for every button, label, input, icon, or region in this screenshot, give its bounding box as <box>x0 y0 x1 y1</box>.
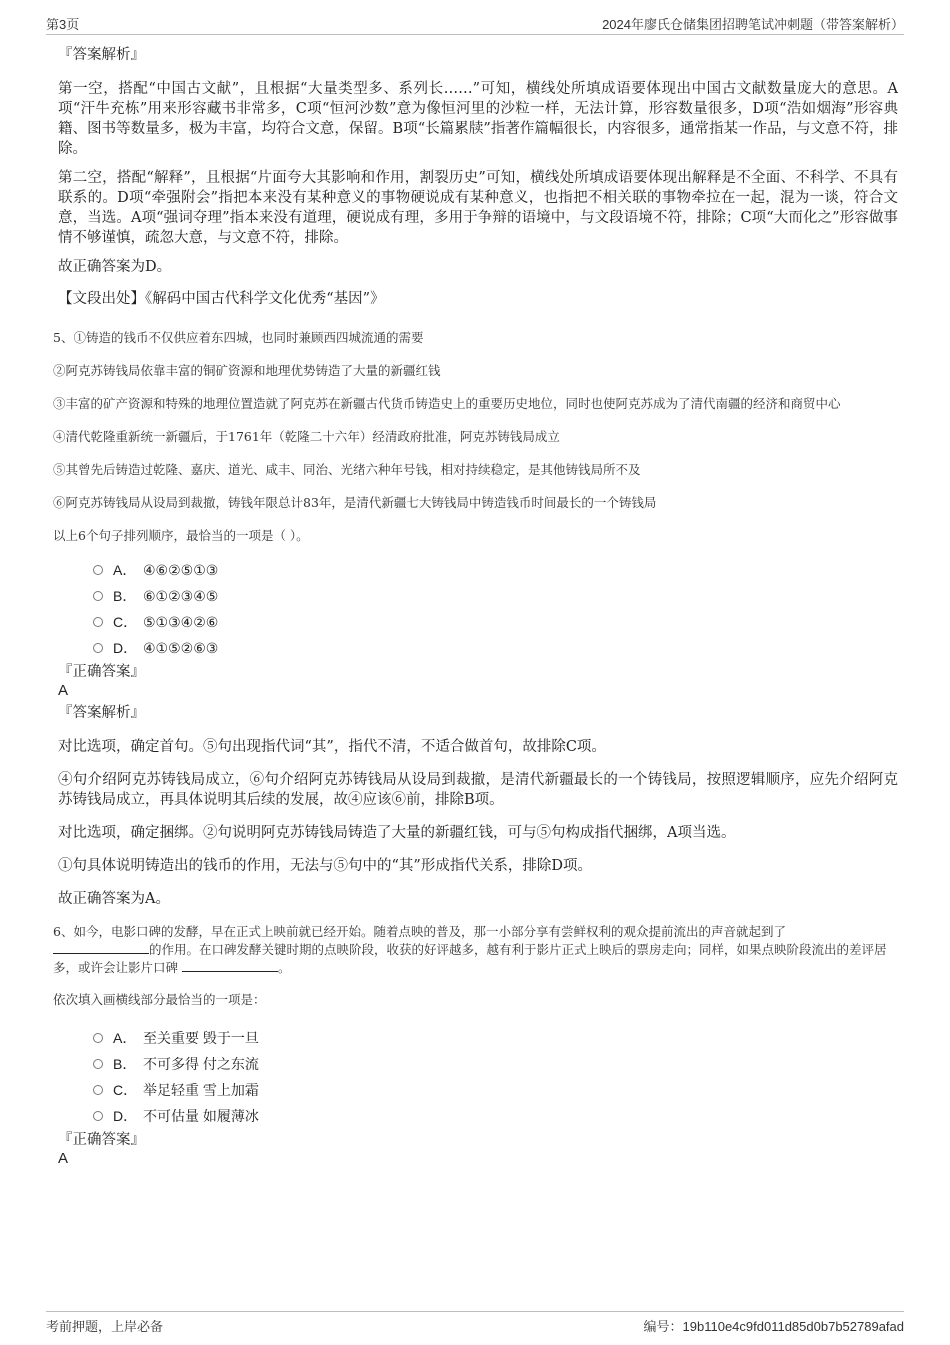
question-prompt: 依次填入画横线部分最恰当的一项是： <box>53 992 266 1007</box>
analysis-paragraph: 对比选项，确定首句。⑤句出现指代词“其”，指代不清，不适合做首句，故排除C项。 <box>58 739 606 755</box>
page-header <box>46 12 904 35</box>
option-a[interactable]: A． ④⑥②⑤①③ <box>93 557 898 583</box>
option-list <box>93 557 898 661</box>
analysis-paragraph: 对比选项，确定捆绑。②句说明阿克苏铸钱局铸造了大量的新疆红钱，可与⑤句构成指代捆绑，A项当选。 <box>58 825 736 841</box>
option-c[interactable]: C． ⑤①③④②⑥ <box>93 609 898 635</box>
correct-answer-label: 『正确答案』 <box>58 664 145 680</box>
document-id: 编号：19b110e4c9fd011d85d0b7b52789afad <box>643 1319 904 1334</box>
radio-icon[interactable] <box>93 1059 103 1069</box>
question-sentence: ②阿克苏铸钱局依靠丰富的铜矿资源和地理优势铸造了大量的新疆红钱 <box>53 363 441 378</box>
analysis-label: 『答案解析』 <box>58 705 145 721</box>
correct-answer: A <box>58 682 69 699</box>
analysis-paragraph: 第二空，搭配“解释”，且根据“片面夸大其影响和作用，割裂历史”可知，横线处所填成语要体现出解释是不全面、不科学、不具有联系的。D项“牵强附会”指把本来没有某种意义的事物硬说成有某种意义，也指把不相关联的事物牵拉在一起，混为一谈，符合文意，当选。A项“强词夺理”指本来没有道理，硬说成有理，多用于争辩的语境中，与文段语境不符，排除；C项“大而化之”形容做事情不够谨慎，疏忽大意，与文意不符，排除。 <box>58 170 898 246</box>
question-sentence: ④清代乾隆重新统一新疆后，于1761年（乾隆二十六年）经清政府批准，阿克苏铸钱局成立 <box>53 429 560 444</box>
analysis-conclusion: 故正确答案为D。 <box>58 259 172 275</box>
question-sentence: 5、①铸造的钱币不仅供应着东四城，也同时兼顾西四城流通的需要 <box>53 330 424 345</box>
radio-icon[interactable] <box>93 617 103 627</box>
option-c[interactable]: C． 举足轻重 雪上加霜 <box>93 1077 898 1103</box>
analysis-paragraph: 第一空，搭配“中国古文献”，且根据“大量类型多、系列长……”可知，横线处所填成语要体现出中国古文献数量庞大的意思。A项“汗牛充栋”用来形容藏书非常多，C项“恒河沙数”意为像恒河里的沙粒一样，无法计算，形容数量很多，D项“浩如烟海”形容典籍、图书等数量多，极为丰富，均符合文意，保留。B项“长篇累牍”指著作篇幅很长，内容很多，通常指某一作品，与文意不符，排除。 <box>58 81 898 157</box>
question-sentence: ③丰富的矿产资源和特殊的地理位置造就了阿克苏在新疆古代货币铸造史上的重要历史地位，同时也使阿克苏成为了清代南疆的经济和商贸中心 <box>53 396 841 411</box>
radio-icon[interactable] <box>93 565 103 575</box>
option-b[interactable]: B． ⑥①②③④⑤ <box>93 583 898 609</box>
question-5 <box>53 329 898 661</box>
option-b[interactable]: B． 不可多得 付之东流 <box>93 1051 898 1077</box>
correct-answer-label: 『正确答案』 <box>58 1132 145 1148</box>
question-stem: 6、如今，电影口碑的发酵，早在正式上映前就已经开始。随着点映的普及，那一小部分享有尝鲜权利的观众提前流出的声音就起到了 的作用。在口碑发酵关键时期的点映阶段，收获的好评越多，越有利于影片正式上映后的票房走向；同样，如果点映阶段流出的差评居多，或许会让影片口碑 。 <box>53 924 887 975</box>
question-prompt: 以上6个句子排列顺序，最恰当的一项是（ ）。 <box>53 528 309 543</box>
radio-icon[interactable] <box>93 591 103 601</box>
document-title: 2024年廖氏仓储集团招聘笔试冲刺题（带答案解析） <box>602 17 904 32</box>
analysis-paragraph: ④句介绍阿克苏铸钱局成立，⑥句介绍阿克苏铸钱局从设局到裁撤，是清代新疆最长的一个铸钱局，按照逻辑顺序，应先介绍阿克苏铸钱局成立，再具体说明其后续的发展，故④应该⑥前，排除B项。 <box>58 772 898 808</box>
fill-blank <box>53 941 149 954</box>
option-list <box>93 1025 898 1129</box>
page-content <box>53 46 898 1172</box>
footer-slogan: 考前押题，上岸必备 <box>46 1319 164 1334</box>
analysis-paragraph: ①句具体说明铸造出的钱币的作用，无法与⑤句中的“其”形成指代关系，排除D项。 <box>58 858 592 874</box>
option-a[interactable]: A． 至关重要 毁于一旦 <box>93 1025 898 1051</box>
radio-icon[interactable] <box>93 1111 103 1121</box>
radio-icon[interactable] <box>93 1085 103 1095</box>
analysis-label: 『答案解析』 <box>58 47 145 63</box>
question-sentence: ⑥阿克苏铸钱局从设局到裁撤，铸钱年限总计83年，是清代新疆七大铸钱局中铸造钱币时间最长的一个铸钱局 <box>53 495 657 510</box>
fill-blank <box>182 959 278 972</box>
option-d[interactable]: D． ④①⑤②⑥③ <box>93 635 898 661</box>
source-citation: 【文段出处】《解码中国古代科学文化优秀“基因”》 <box>58 291 385 307</box>
radio-icon[interactable] <box>93 643 103 653</box>
question-sentence: ⑤其曾先后铸造过乾隆、嘉庆、道光、咸丰、同治、光绪六种年号钱，相对持续稳定，是其他铸钱局所不及 <box>53 462 641 477</box>
radio-icon[interactable] <box>93 1033 103 1043</box>
analysis-conclusion: 故正确答案为A。 <box>58 891 170 907</box>
page-footer <box>46 1311 904 1338</box>
page-number: 第3页 <box>46 17 80 32</box>
correct-answer: A <box>58 1150 69 1167</box>
option-d[interactable]: D． 不可估量 如履薄冰 <box>93 1103 898 1129</box>
question-6 <box>53 923 898 1129</box>
